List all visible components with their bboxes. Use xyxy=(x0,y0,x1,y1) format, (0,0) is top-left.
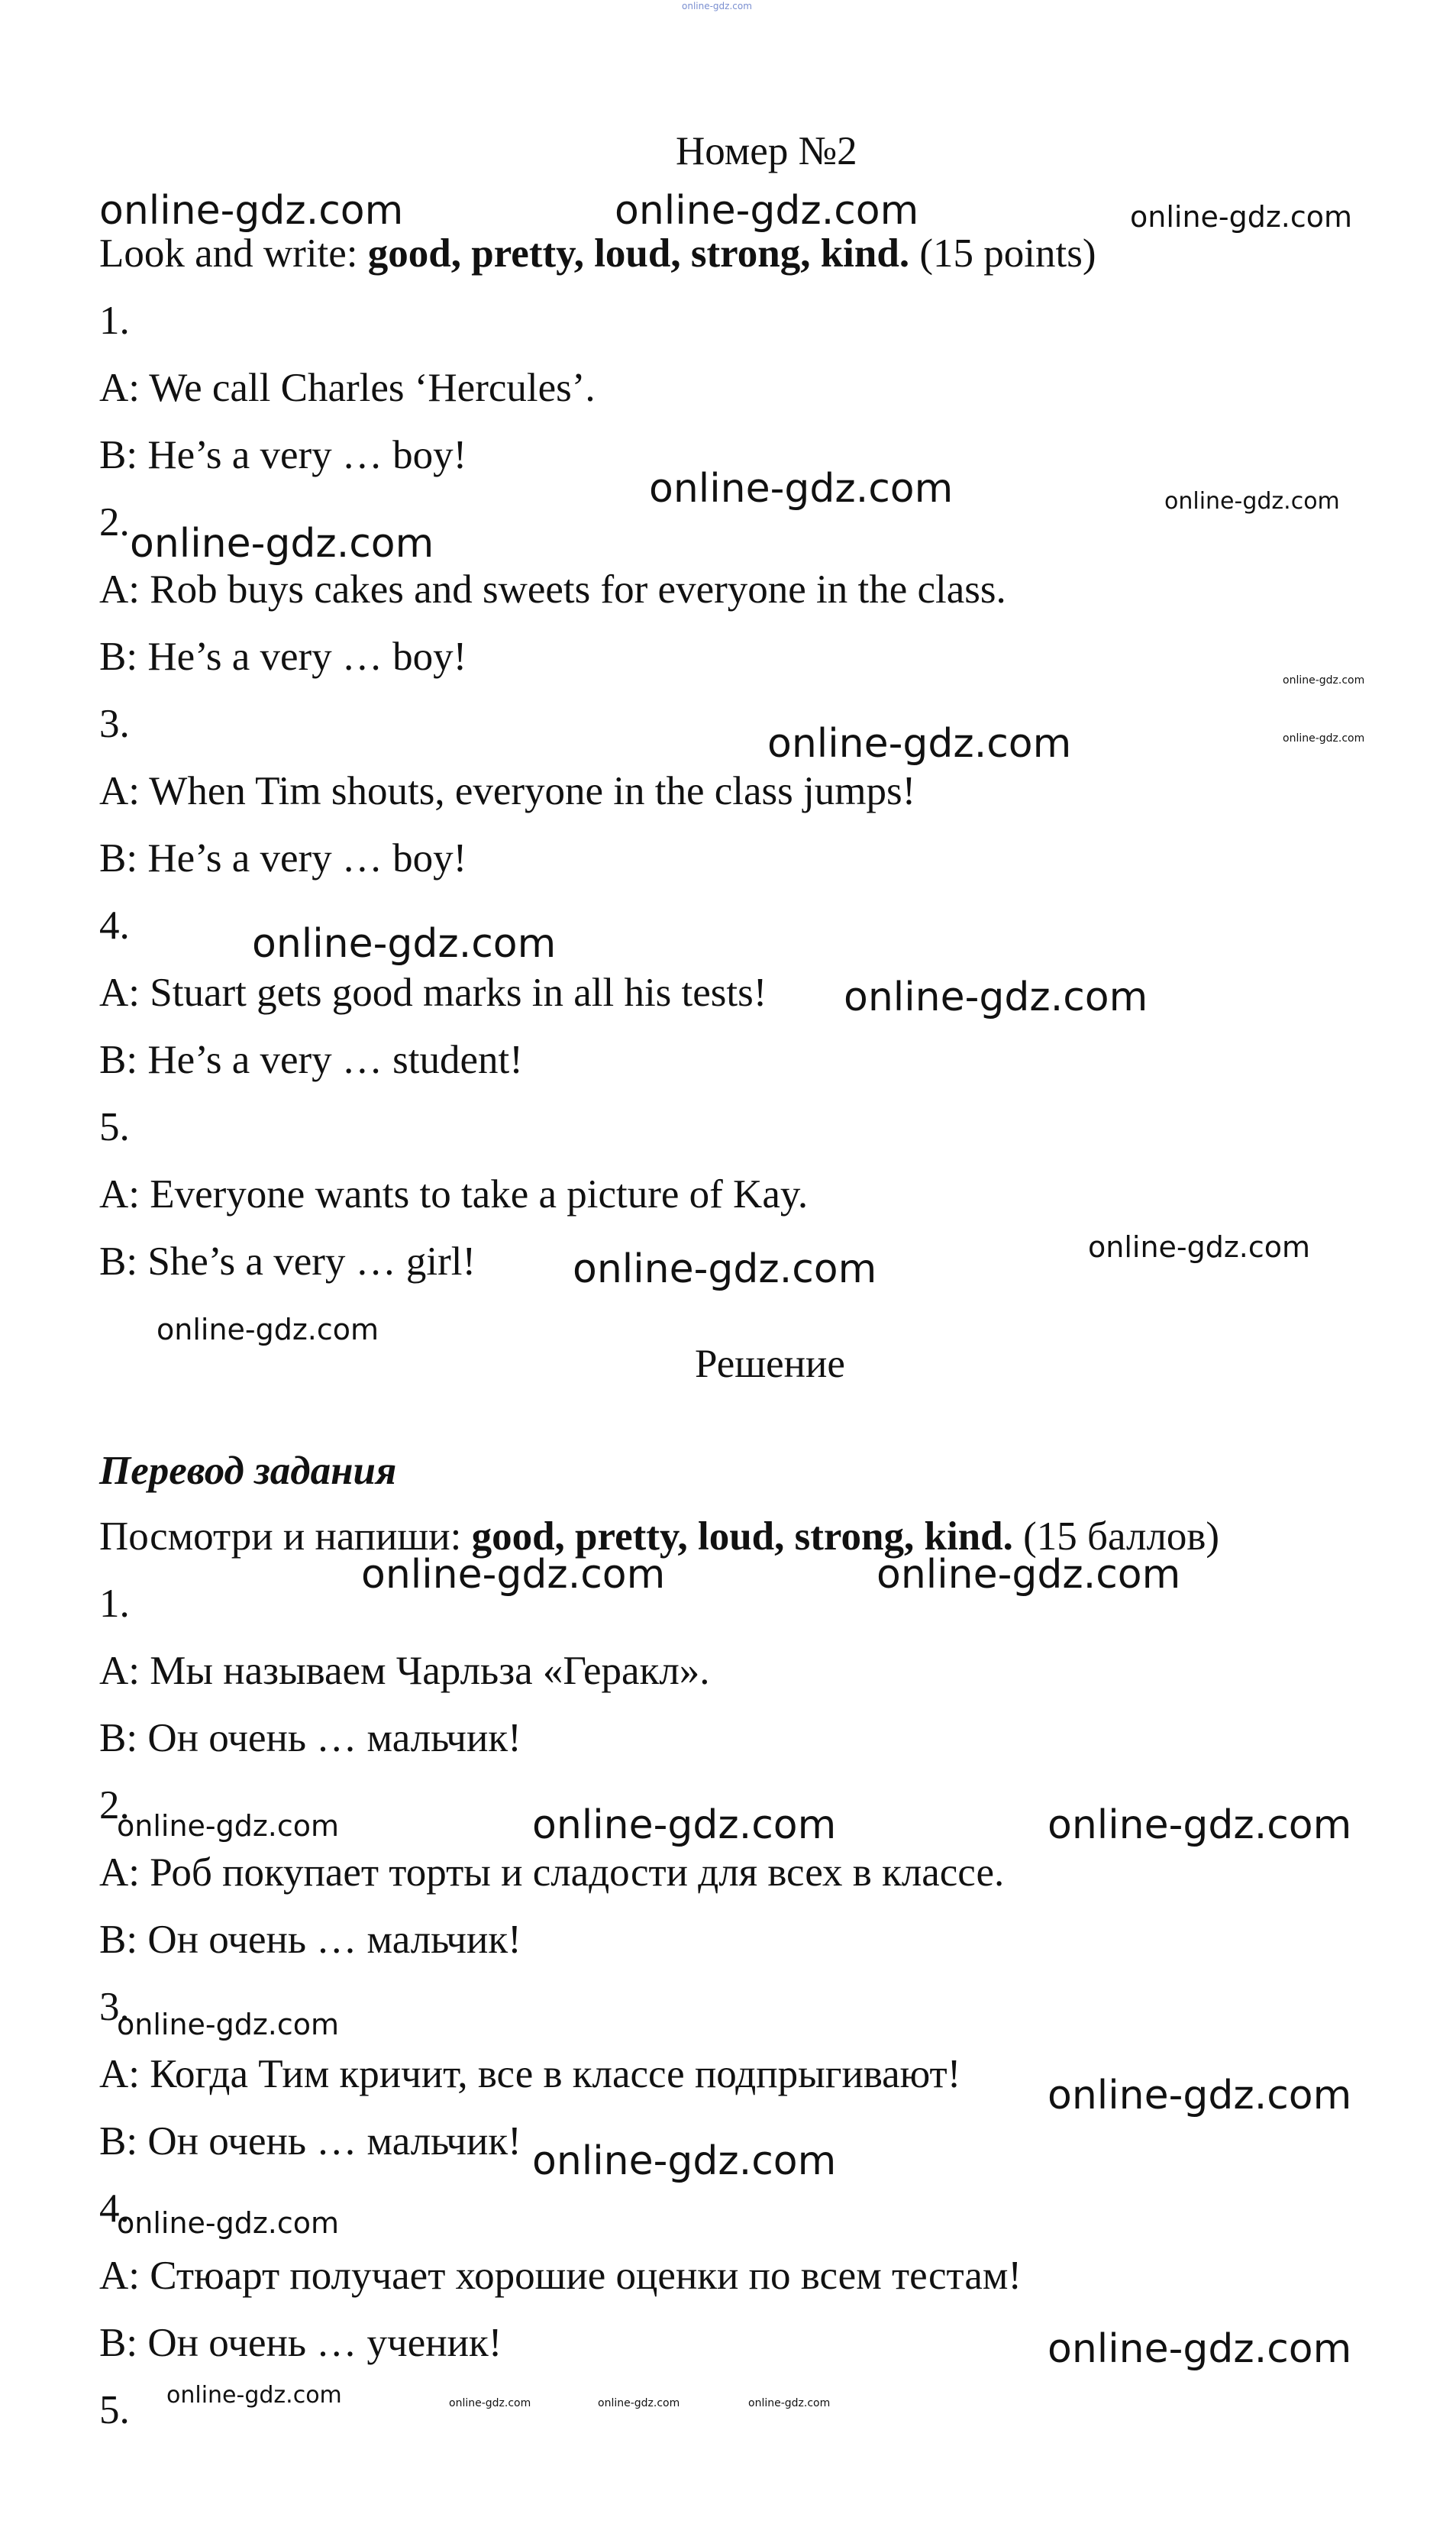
watermark: online-gdz.com xyxy=(1088,1230,1311,1264)
item-number: 3. xyxy=(99,702,130,746)
watermark: online-gdz.com xyxy=(1048,1802,1352,1848)
task-instruction xyxy=(99,231,1096,276)
task-title: Номер №2 xyxy=(676,129,857,173)
solution-heading: Решение xyxy=(695,1342,845,1386)
watermark: online-gdz.com xyxy=(252,921,557,967)
item-number: 4. xyxy=(99,903,130,948)
instruction-points: (15 points) xyxy=(919,231,1096,276)
watermark: online-gdz.com xyxy=(117,2008,340,2041)
item-line-a: A: Роб покупает торты и сладости для всех в классе. xyxy=(99,1850,1005,1895)
site-header-watermark: online-gdz.com xyxy=(682,1,752,11)
instruction-words: good, pretty, loud, strong, kind. xyxy=(367,231,910,276)
item-number: 5. xyxy=(99,2388,130,2432)
watermark: online-gdz.com xyxy=(166,2382,342,2409)
watermark: online-gdz.com xyxy=(1130,200,1353,234)
instruction-prefix: Посмотри и напиши: xyxy=(99,1514,462,1559)
instruction-prefix: Look and write: xyxy=(99,231,358,276)
item-number: 4. xyxy=(99,2186,130,2231)
watermark: online-gdz.com xyxy=(1283,674,1365,687)
item-number: 3. xyxy=(99,1985,130,2029)
item-line-b: B: Он очень … мальчик! xyxy=(99,1918,521,1962)
watermark: online-gdz.com xyxy=(532,1802,837,1848)
watermark: online-gdz.com xyxy=(1283,732,1365,745)
item-line-b: B: Он очень … мальчик! xyxy=(99,1716,521,1760)
item-line-a: A: We call Charles ‘Hercules’. xyxy=(99,366,596,410)
item-line-b: B: He’s a very … boy! xyxy=(99,635,467,679)
watermark: online-gdz.com xyxy=(748,2397,831,2409)
watermark: online-gdz.com xyxy=(877,1552,1181,1598)
watermark: online-gdz.com xyxy=(615,188,919,234)
watermark: online-gdz.com xyxy=(649,466,954,512)
watermark: online-gdz.com xyxy=(117,1809,340,1843)
item-line-a: A: Everyone wants to take a picture of Kay. xyxy=(99,1172,809,1217)
watermark: online-gdz.com xyxy=(1048,2326,1352,2372)
item-line-a: A: Когда Тим кричит, все в классе подпрыгивают! xyxy=(99,2052,961,2096)
watermark: online-gdz.com xyxy=(99,188,404,234)
item-number: 1. xyxy=(99,1582,130,1626)
item-number: 5. xyxy=(99,1105,130,1149)
item-line-a: A: Stuart gets good marks in all his tests! xyxy=(99,971,767,1015)
watermark: online-gdz.com xyxy=(573,1246,877,1292)
watermark: online-gdz.com xyxy=(1164,488,1340,515)
item-line-b: B: He’s a very … boy! xyxy=(99,836,467,881)
watermark: online-gdz.com xyxy=(1048,2073,1352,2118)
item-line-b: B: He’s a very … boy! xyxy=(99,433,467,477)
watermark: online-gdz.com xyxy=(844,974,1148,1020)
watermark: online-gdz.com xyxy=(117,2206,340,2240)
item-number: 1. xyxy=(99,299,130,343)
watermark: online-gdz.com xyxy=(449,2397,531,2409)
instruction-points: (15 баллов) xyxy=(1023,1514,1220,1559)
item-number: 2. xyxy=(99,500,130,545)
item-line-b: B: Он очень … мальчик! xyxy=(99,2119,521,2163)
item-line-b: B: Он очень … ученик! xyxy=(99,2321,502,2365)
watermark: online-gdz.com xyxy=(130,521,434,567)
item-line-a: A: Мы называем Чарльза «Геракл». xyxy=(99,1649,710,1693)
translation-heading: Перевод задания xyxy=(99,1449,397,1493)
instruction-words: good, pretty, loud, strong, kind. xyxy=(471,1514,1013,1559)
item-line-a: A: When Tim shouts, everyone in the class jumps! xyxy=(99,769,916,813)
item-number: 2. xyxy=(99,1783,130,1827)
item-line-a: A: Rob buys cakes and sweets for everyone in the class. xyxy=(99,567,1006,612)
watermark: online-gdz.com xyxy=(598,2397,680,2409)
watermark: online-gdz.com xyxy=(532,2138,837,2184)
item-line-a: A: Стюарт получает хорошие оценки по всем тестам! xyxy=(99,2254,1022,2298)
watermark: online-gdz.com xyxy=(157,1313,379,1346)
item-line-b: B: She’s a very … girl! xyxy=(99,1239,476,1284)
item-line-b: B: He’s a very … student! xyxy=(99,1038,523,1082)
watermark: online-gdz.com xyxy=(767,721,1072,767)
watermark: online-gdz.com xyxy=(361,1552,666,1598)
